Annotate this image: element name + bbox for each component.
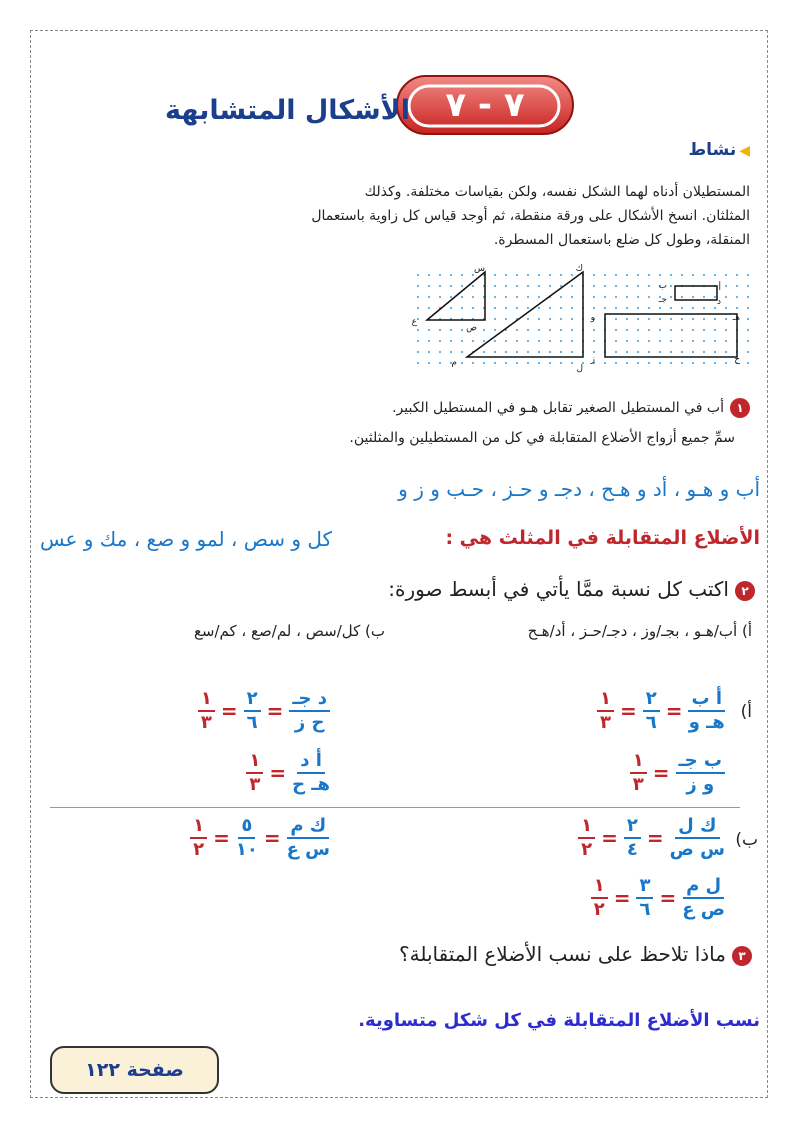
ratio-km-se: ك م س ع = ٥ ١٠ = ١ ٢ bbox=[190, 815, 330, 861]
question-2: ٢اكتب كل نسبة ممَّا يأتي في أبسط صورة: bbox=[388, 577, 755, 601]
label-ha: ح bbox=[734, 355, 740, 365]
divider bbox=[50, 807, 740, 808]
answer-a-label: أ) bbox=[740, 702, 752, 722]
answer-triangle-label: الأضلاع المتقابلة في المثلث هي : bbox=[445, 527, 760, 549]
answer-triangle-pairs: كل و سص ، لمو و صع ، مك و عس bbox=[40, 527, 333, 551]
question-number: ٣ bbox=[732, 946, 752, 966]
page-number: صفحة ١٢٢ bbox=[50, 1046, 219, 1094]
ratio-bj-wz: ب جـ و ز = ١ ٣ bbox=[630, 750, 725, 796]
label-s2: ص bbox=[466, 323, 477, 333]
label-s: س bbox=[474, 264, 485, 274]
answer-rectangle-pairs: أب و هـو ، أد و هـح ، دجـ و حـز ، حـب و ز و bbox=[398, 477, 760, 501]
activity-label: ◀نشاط bbox=[688, 140, 750, 160]
triangle-icon: ◀ bbox=[739, 143, 750, 159]
label-k: ك bbox=[575, 264, 583, 274]
label-d: د bbox=[716, 297, 721, 307]
question-3: ٣ماذا تلاحظ على نسب الأضلاع المتقابلة؟ bbox=[399, 942, 752, 966]
ratio-kl-ss: ك ل س ص = ٢ ٤ = ١ ٢ bbox=[578, 815, 725, 861]
label-e: ع bbox=[411, 317, 417, 327]
question-number: ٢ bbox=[735, 581, 755, 601]
page-title: الأشكال المتشابهة bbox=[165, 95, 411, 126]
question-1-instruction: سمِّ جميع أزواج الأضلاع المتقابلة في كل من المستطيلين والمثلثين. bbox=[349, 430, 735, 446]
label-z: ز bbox=[590, 355, 595, 365]
ratio-ab-he: أ ب هـ و = ٢ ٦ = ١ ٣ bbox=[597, 688, 725, 734]
question-2-part-b: ب) كل/سص ، لم/صع ، كم/سع bbox=[193, 622, 385, 640]
conclusion-answer: نسب الأضلاع المتقابلة في كل شكل متساوية. bbox=[358, 1010, 760, 1031]
intro-paragraph: المستطيلان أدناه لهما الشكل نفسه، ولكن بقياسات مختلفة. وكذلك المثلثان. انسخ الأشكال على ورقة منقطة، ثم أوجد قياس كل زاوية باستعمال المنقلة، وطول كل ضلع باستعمال المسطرة. bbox=[311, 184, 750, 248]
answer-b-label: ب) bbox=[735, 830, 758, 850]
label-j: جـ bbox=[658, 295, 667, 305]
label-m: م bbox=[451, 358, 457, 368]
label-l: ل bbox=[576, 364, 583, 374]
dot-grid-figure bbox=[405, 262, 760, 377]
question-1: ١أب في المستطيل الصغير تقابل هـو في المستطيل الكبير. bbox=[392, 398, 750, 418]
label-a: أ bbox=[718, 283, 721, 293]
ratio-ad-hh: أ د هـ ح = ١ ٣ bbox=[246, 750, 330, 796]
label-w: و bbox=[590, 313, 595, 323]
question-2-part-a: أ) أب/هـو ، بجـ/وز ، دجـ/حـز ، أد/هـح bbox=[527, 622, 752, 640]
ratio-lm-se: ل م ص ع = ٣ ٦ = ١ ٢ bbox=[591, 875, 725, 921]
label-h: هـ bbox=[732, 313, 740, 323]
question-number: ١ bbox=[730, 398, 750, 418]
ratio-dj-hz: د جـ ح ز = ٢ ٦ = ١ ٣ bbox=[198, 688, 330, 734]
label-b: ب bbox=[658, 281, 667, 291]
lesson-number: ٧ - ٧ bbox=[445, 85, 525, 125]
lesson-badge bbox=[395, 74, 575, 136]
